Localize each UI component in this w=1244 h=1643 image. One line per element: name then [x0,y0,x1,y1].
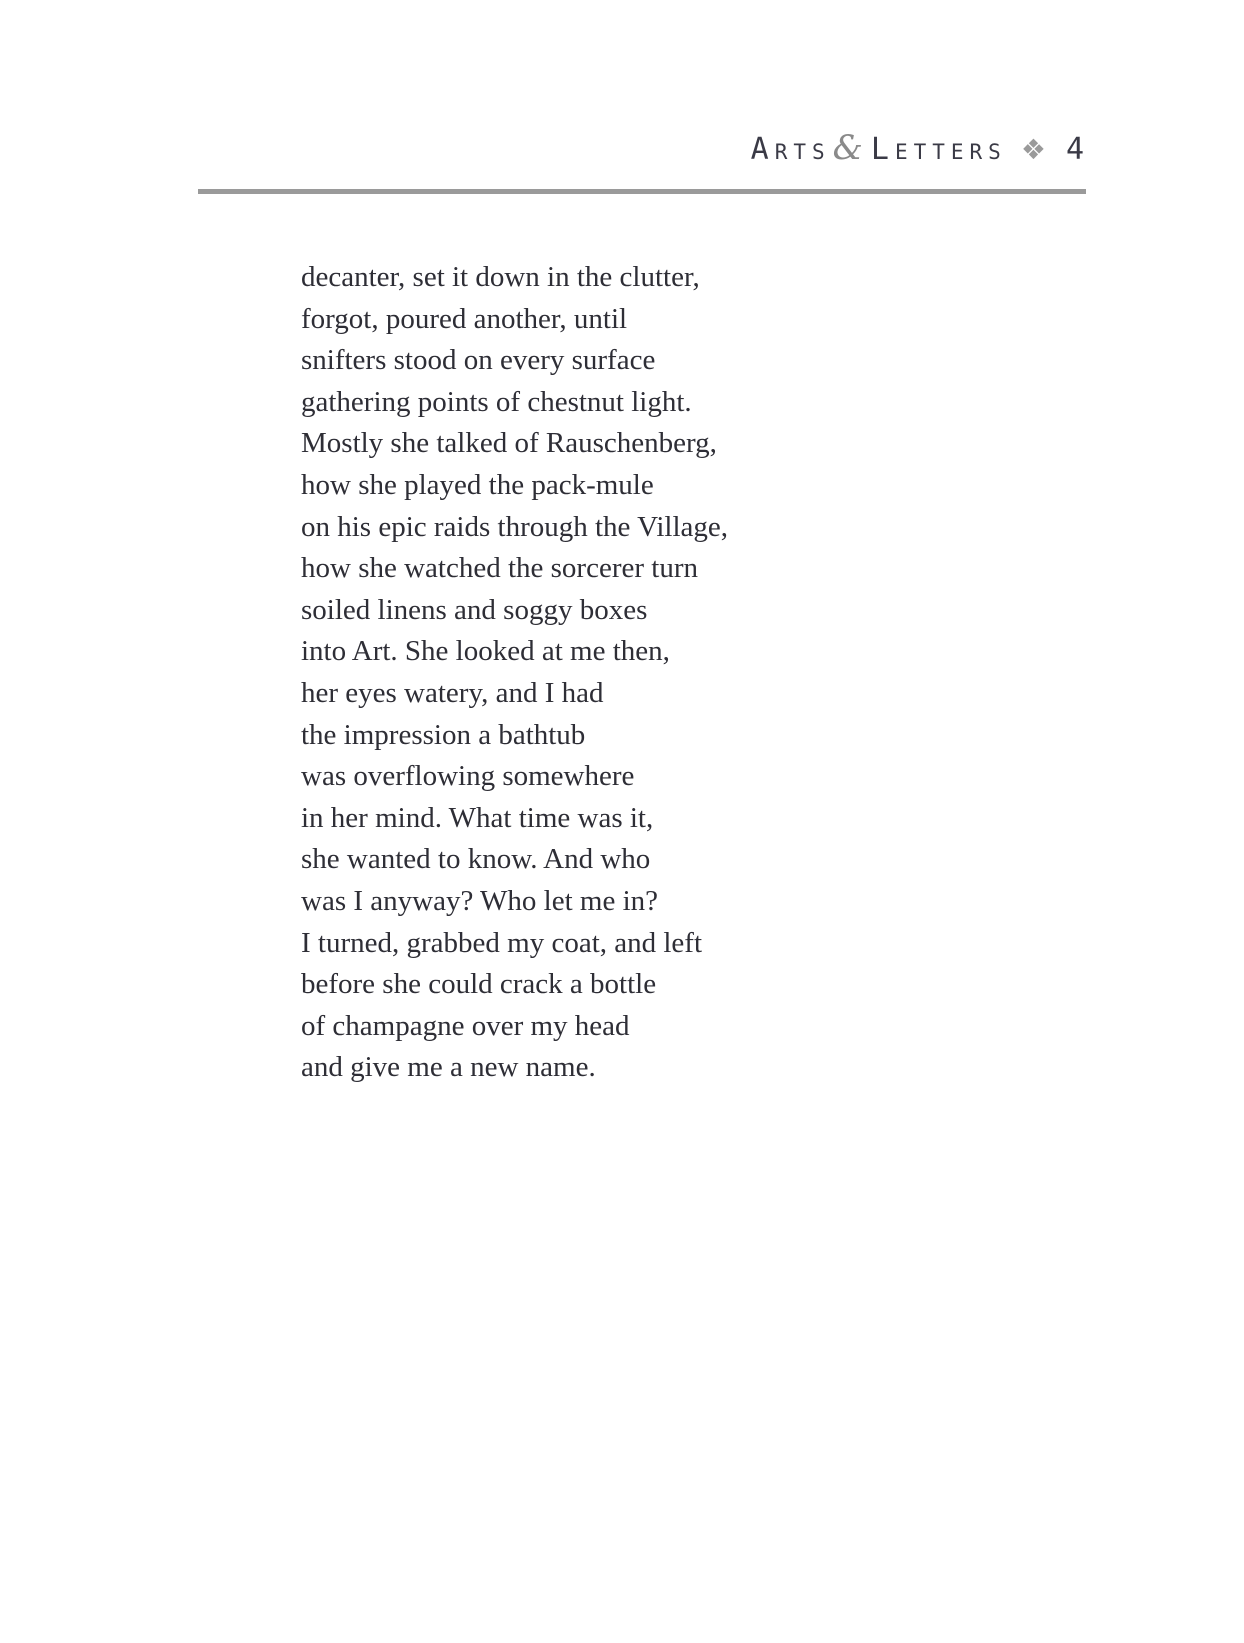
poem-line: of champagne over my head [301,1009,630,1042]
poem-line: how she watched the sorcerer turn [301,552,698,585]
header-rule [198,189,1086,194]
four-diamond-ornament-icon: ❖ [1020,133,1046,166]
poem-line: how she played the pack-mule [301,468,654,501]
journal-title [751,128,1007,168]
poem-line: was overflowing somewhere [301,760,635,793]
journal-title-second-word: Letters [870,132,1007,167]
poem-body [301,257,728,1089]
journal-title-first-word: Arts [750,132,831,167]
poem-line: snifters stood on every surface [301,344,656,377]
poem-line: Mostly she talked of Rauschenberg, [301,427,717,460]
poem-line: soiled linens and soggy boxes [301,593,648,626]
poem-line: I turned, grabbed my coat, and left [301,926,703,959]
poem-line: was I anyway? Who let me in? [301,884,659,917]
poem-line: in her mind. What time was it, [301,801,654,834]
poem-line: and give me a new name. [301,1051,596,1084]
poem-line: the impression a bathtub [301,718,586,751]
poem-line: before she could crack a bottle [301,968,657,1001]
poem-line: she wanted to know. And who [301,843,651,876]
poem-line: her eyes watery, and I had [301,676,604,709]
running-head [751,128,1084,168]
journal-title-ampersand: & [832,128,865,168]
page-number: 4 [1065,132,1084,167]
poem-line: on his epic raids through the Village, [301,510,728,543]
poem-line: gathering points of chestnut light. [301,385,692,418]
poem-line: forgot, poured another, until [301,302,628,335]
poem-line: decanter, set it down in the clutter, [301,261,700,293]
poem-line: into Art. She looked at me then, [301,635,670,668]
